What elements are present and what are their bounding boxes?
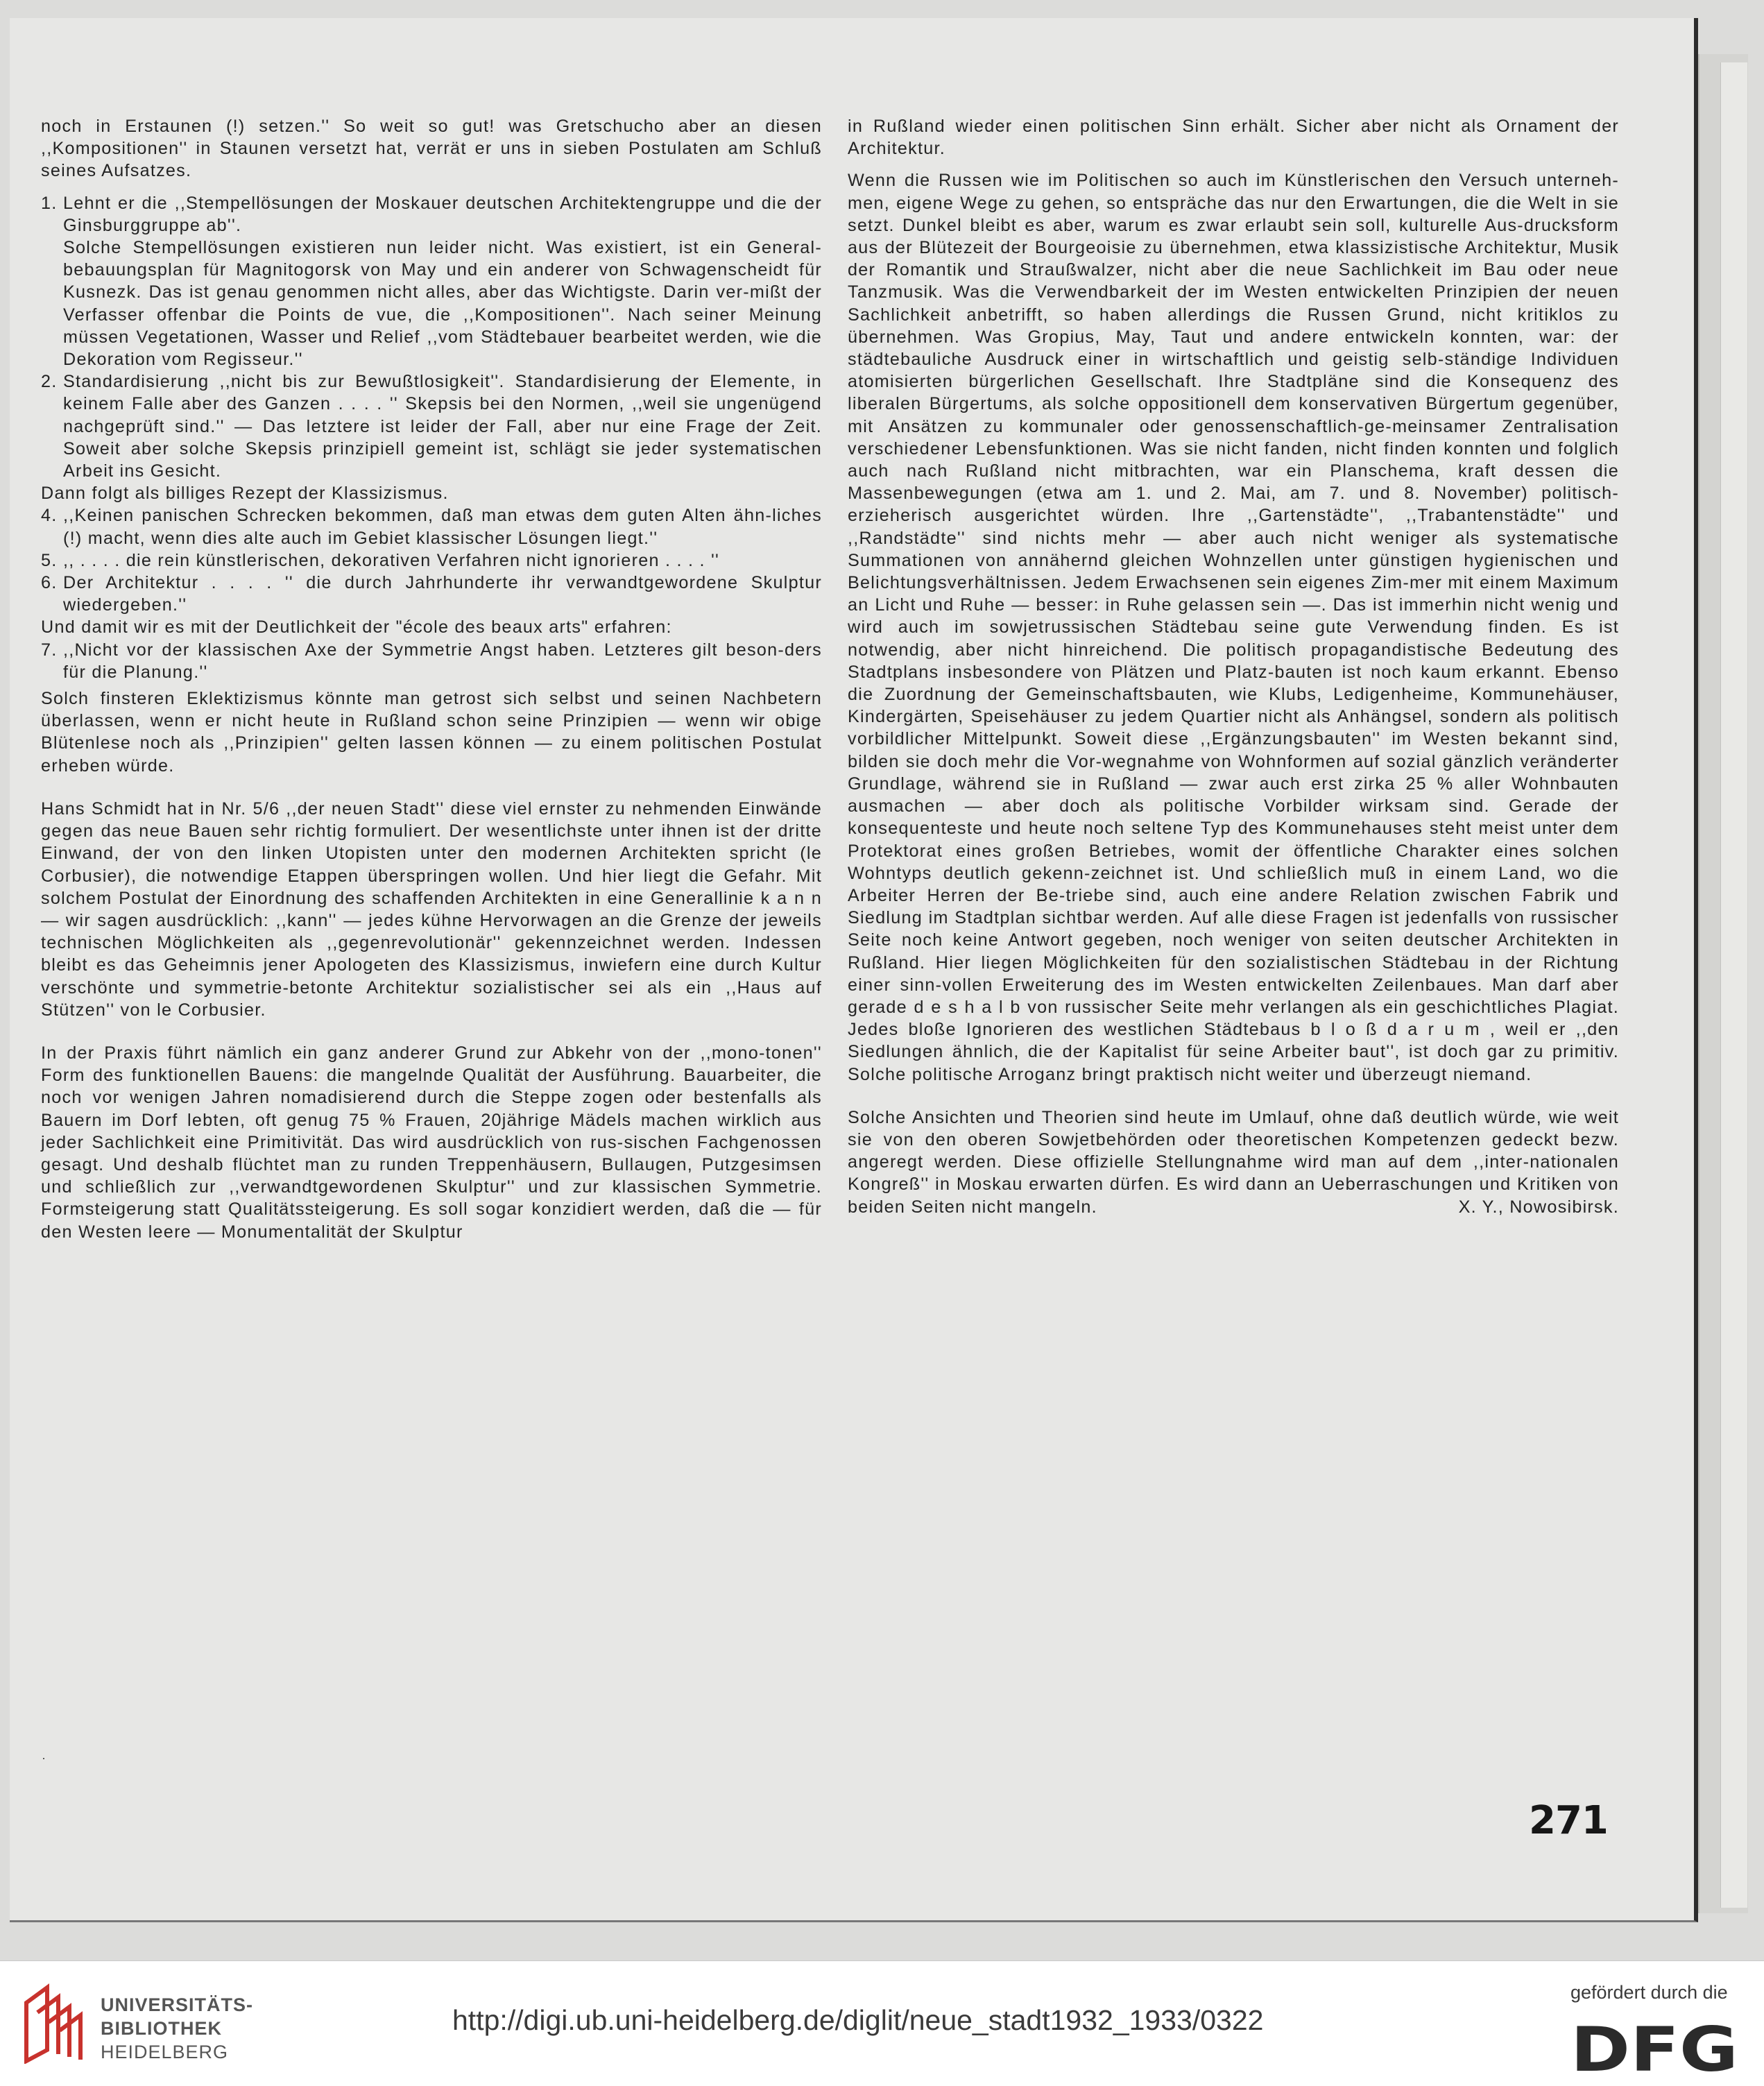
page-stack-edge-inner [1720,62,1747,1908]
library-name [101,1993,253,2064]
postulate-text: ,,Keinen panischen Schrecken bekommen, daß man etwas dem guten Alten ähn-liches (!) macht, wenn dies alte auch im Gebiet klassischer Lösungen liegt.'' [63,506,822,548]
author-signature: X. Y., Nowosibirsk. [1458,1197,1619,1217]
postulate-text: Standardisierung ,,nicht bis zur Bewußtlosigkeit''. Standardisierung der Elemente, in keinem Falle aber des Ganzen . . . . '' Skepsis bei den Normen, ,,weil sie ungenügend nachgeprüft sind.'' — Das letztere ist leider der Fall, aber nur eine Frage der Zeit. Soweit aber solche Skepsis prinzipiell gemeint ist, schlägt sie jeder systematischen Arbeit ins Gesicht. [63,372,822,481]
postulate-item-4 [41,504,822,549]
library-name-line-3: HEIDELBERG [101,2042,229,2062]
document-page [10,18,1698,1922]
left-paragraph-1: Solch finsteren Eklektizismus könnte man getrost sich selbst und seinen Nachbetern überlassen, wenn er nicht heute in Rußland schon seine Prinzipien — wenn wir obige Blütenlese noch als ,,Prinzipien'' gelten lassen können — zu einem politischen Postulat erheben würde. [41,689,822,776]
dfg-logo-text: DFG [1570,2021,1738,2076]
postulate-item-7 [41,639,822,683]
postulate-list-1 [41,192,822,483]
left-intro-paragraph: noch in Erstaunen (!) setzen.'' So weit so gut! was Gretschucho aber an diesen ,,Kompositionen'' in Staunen versetzt hat, verrät er uns in sieben Postulaten am Schluß seines Aufsatzes. [41,117,822,181]
ub-heidelberg-logo-icon [19,1982,86,2064]
left-paragraph-2: Hans Schmidt hat in Nr. 5/6 ,,der neuen Stadt'' diese viel ernster zu nehmenden Einwände gegen das neue Bauen sehr richtig formuliert. Der wesentlichste unter ihnen ist der dritte Einwand, der von den linken Utopisten unter den modernen Architekten spricht (le Corbusier), die notwendige Etappen überspringen wollen. Und hier liegt die Gefahr. Mit solchem Postulat der Einordnung des schaffenden Architekten in eine Generallinie k a n n — wir sagen ausdrücklich: ,,kann'' — jedes kühne Hervorwagen an die Grenze der jeweils technischen Möglichkeiten als ,,gegenrevolutionär'' gekennzeichnet werden. Indessen bleibt es das Geheimnis jener Apologeten des Klassizismus, inwiefern eine durch Kultur verschönte und symmetrie-betonte Architektur sozialistischer sei als ein ,,Haus auf Stützen'' von le Corbusier. [41,798,822,1020]
library-name-line-1: UNIVERSITÄTS- [101,1994,254,2015]
postulate-text: ,,Nicht vor der klassischen Axe der Symmetrie Angst haben. Letzteres gilt beson-ders für die Planung.'' [63,640,822,682]
postulate-item-1 [41,192,822,371]
dfg-logo-icon [1570,2021,1738,2076]
postulate-item-2 [41,370,822,482]
postulate-text: Lehnt er die ,,Stempellösungen der Moskauer deutschen Architektengruppe und die der Ginsburggruppe ab''. [63,193,822,235]
funding-caption: gefördert durch die [1570,1982,1728,2003]
postulate-item-6 [41,572,822,616]
postulate-number: 1. [41,193,58,213]
scan-speck: · [42,1751,46,1765]
between-line-2: Und damit wir es mit der Deutlichkeit der "école des beaux arts" erfahren: [41,617,672,638]
right-paragraph-3-text: Solche Ansichten und Theorien sind heute im Umlauf, ohne daß deutlich würde, wie weit sie von den oberen Sowjetbehörden oder theoretischen Kompetenzen gedeckt bezw. angeregt werden. Diese offizielle Stellungnahme wird man auf dem ,,inter-nationalen Kongreß'' in Moskau erwarten dürfen. Es wird dann an Ueberraschungen und Kritiken von beiden Seiten nicht mangeln. [848,1107,1619,1217]
digital-copy-url[interactable]: http://digi.ub.uni-heidelberg.de/diglit/neue_stadt1932_1933/0322 [452,2004,1264,2036]
right-paragraph-1: in Rußland wieder einen politischen Sinn erhält. Sicher aber nicht als Ornament der Architektur. [848,117,1619,159]
postulate-number: 6. [41,573,58,593]
postulate-number: 5. [41,550,58,570]
postulate-list-3 [41,639,822,683]
left-column [41,115,822,1253]
postulate-number: 4. [41,506,58,526]
right-column [848,115,1619,1228]
left-paragraph-3: In der Praxis führt nämlich ein ganz anderer Grund zur Abkehr von der ,,mono-tonen'' Form des funktionellen Bauens: die mangelnde Qualität der Ausführung. Bauarbeiter, die noch vor wenigen Jahren nomadisierend durch die Steppe zogen oder bestenfalls als Bauern im Dorf lebten, oft genug 75 % Frauen, 20jährige Mädels machen wirklich aus jeder Sachlichkeit eine Primitivität. Das wird ausdrücklich von rus-sischen Fachgenossen gesagt. Und deshalb flüchtet man zu runden Treppenhäusern, Bullaugen, Putzgesimsen und schließlich zur ,,verwandtgewordenen Skulptur'' und zur klassischen Symmetrie. Formsteigerung statt Qualitätssteigerung. Es soll sogar konzidiert werden, daß die — für den Westen leere — Monumentalität der Skulptur [41,1043,822,1242]
postulate-text: ,, . . . . die rein künstlerischen, dekorativen Verfahren nicht ignorieren . . . . '' [63,550,720,570]
between-line: Dann folgt als billiges Rezept der Klassizismus. [41,484,449,504]
postulate-text: Der Architektur . . . . '' die durch Jahrhunderte ihr verwandtgewordene Skulptur wiedergeben.'' [63,573,822,615]
right-paragraph-3 [848,1106,1619,1218]
library-name-line-2: BIBLIOTHEK [101,2018,222,2039]
postulate-number: 2. [41,372,58,392]
digitization-footer [0,1960,1764,2086]
right-paragraph-2: Wenn die Russen wie im Politischen so auch im Künstlerischen den Versuch unterneh-men, eigene Wege zu gehen, so entspräche das nur den Erwartungen, die die Welt in sie setzt. Dunkel bleibt es aber, warum es zwar erlaubt sein soll, kulturelle Aus-drucksform aus der Blütezeit der Bourgeoisie zu übernehmen, etwa klassizistische Architektur, Musik der Romantik und Straußwalzer, nicht aber die neue Sachlichkeit im Bau oder neue Tanzmusik. Was die Verwendbarkeit der im Westen entwickelten Prinzipien der neuen Sachlichkeit anbetrifft, so haben allerdings die Russen Grund, nicht kritiklos zu übernehmen. Was Gropius, May, Taut und andere entwickeln konnten, war: der städtebauliche Ausdruck einer in wirtschaftlich und geistig selb-ständige Individuen atomisierten bürgerlichen Gesellschaft. Ihre Stadtpläne sind die Konsequenz des liberalen Bürgertums, als solche oppositionell dem konservativen Bürgertum gegenüber, mit Ansätzen zu kommunaler oder genossenschaftlich-ge-meinsamer Zentralisation verschiedener Lebensfunktionen. Was sie nicht fanden, nicht finden konnten und folglich auch nach Rußland nicht mitbrachten, war ein Planschema, kraft dessen die Massenbewegungen (etwa am 1. und 2. Mai, am 7. und 8. November) politisch-erzieherisch ausgerichtet würden. Ihre ,,Gartenstädte'', ,,Trabantenstädte'' und ,,Randstädte'' sind nichts mehr — aber auch nicht weniger als systematische Summationen von annähernd gleichen Wohnzellen unter günstigen hygienischen und Belichtungsverhältnissen. Jedem Erwachsenen sein eigenes Zim-mer mit einem Maximum an Licht und Ruhe — besser: in Ruhe gelassen sein —. Das ist immerhin nicht wenig und wird auch im sowjetrussischen Städtebau seine gute Verwendung finden. Es ist notwendig, aber nicht hinreichend. Die politisch propagandistische Bedeutung des Stadtplans insbesondere von Plätzen und Platz-bauten ist noch kaum erkannt. Ebenso die Zuordnung der Gemeinschaftsbauten, wie Klubs, Ledigenheime, Kommunehäuser, Kindergärten, Speisehäuser zu jedem Quartier nicht als Anhängsel, sondern als politisch vorbildlicher Mittelpunkt. Soweit diese ,,Ergänzungsbauten'' im Westen bekannt sind, bilden sie doch mehr die Vor-wegnahme von Wohnformen auf sozial gänzlich veränderter Grundlage, während sie in Rußland — zwar auch erst zirka 25 % aller Wohnbauten ausmachen — aber doch als politische Vorbilder wirksam sind. Gerade der konsequenteste und heute noch seltene Typ des Kommunehauses steht meist unter dem Protektorat eines großen Betriebes, womit der öffentliche Charakter eines solchen Wohntyps deutlich gekenn-zeichnet ist. Und schließlich muß in einem Land, wo die Arbeiter Herren der Be-triebe sind, auch eine andere Relation zwischen Fabrik und Siedlung im Stadtplan sichtbar werden. Auf alle diese Fragen ist jedenfalls von russischer Seite noch keine Antwort gegeben, noch weniger von seiten deutscher Architekten in Rußland. Hier liegen Möglichkeiten für den sozialistischen Städtebau in der Richtung einer sinn-vollen Erweiterung des im Westen entwickelten Zeilenbaues. Man darf aber gerade d e s h a l b von russischer Seite mehr verlangen als ein geschichtliches Plagiat. Jedes bloße Ignorieren des westlichen Städtebaus b l o ß d a r u m , weil er ,,den Siedlungen ähnlich, die der Kapitalist für seine Arbeiter baut'', ist doch gar zu primitiv. Solche politische Arroganz bringt praktisch nicht weiter und überzeugt niemand. [848,171,1619,1084]
postulate-list-2 [41,504,822,616]
postulate-number: 7. [41,640,58,660]
postulate-item-5 [41,549,822,572]
page-number: 271 [1529,1798,1608,1843]
postulate-commentary: Solche Stempellösungen existieren nun leider nicht. Was existiert, ist ein General-bebauungsplan für Magnitogorsk von May und ein anderer von Schwagenscheidt für Kusnezk. Das ist genau genommen nicht alles, aber das Wichtigste. Darin ver-mißt der Verfasser offenbar die Points de vue, die ,,Kompositionen''. Nach seiner Meinung müssen Vegetationen, Wasser und Relief ,,vom Städtebauer bearbeitet werden, wie die Dekoration vom Regisseur.'' [63,238,822,370]
